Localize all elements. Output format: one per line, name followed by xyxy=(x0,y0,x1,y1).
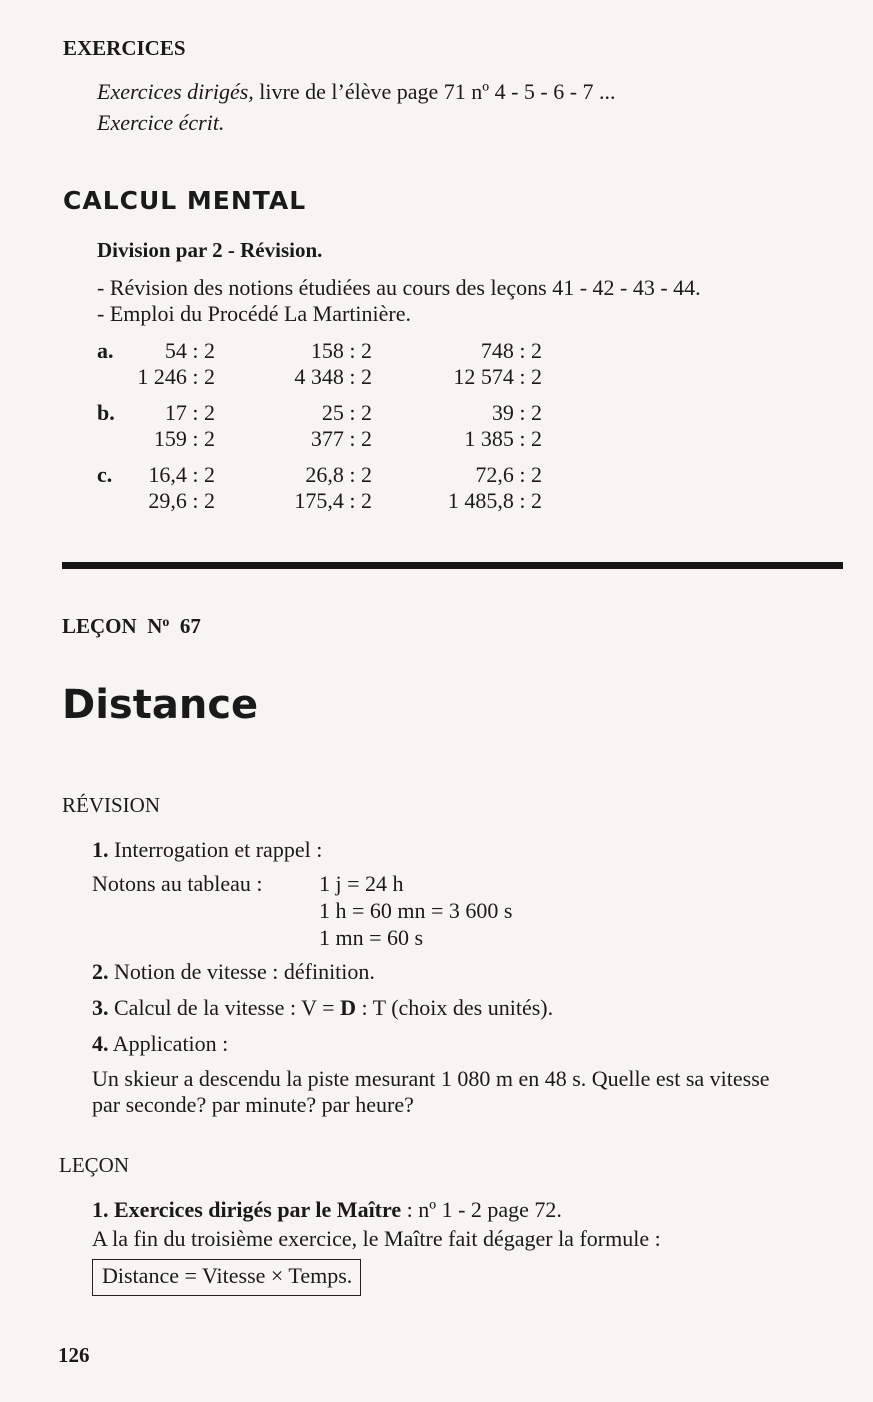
group-label: b. xyxy=(97,400,115,425)
item-number: 1. xyxy=(92,837,109,862)
division-item: 175,4 : 2 xyxy=(294,488,372,513)
lesson-number-sup: o xyxy=(162,615,170,630)
lecon-heading: LEÇON xyxy=(59,1153,129,1177)
lesson-number xyxy=(62,614,201,639)
item-number: 3. xyxy=(92,995,109,1020)
application-text: Un skieur a descendu la piste mesurant 1 080 m en 48 s. Quelle est sa vitesse xyxy=(92,1066,770,1091)
item-text: Application : xyxy=(112,1031,229,1056)
item-number: 1. xyxy=(92,1197,109,1222)
division-item: 72,6 : 2 xyxy=(475,462,542,487)
tableau-line: 1 j = 24 h xyxy=(319,871,404,896)
exercices-line xyxy=(97,79,616,105)
section-divider xyxy=(62,562,843,569)
tableau-line: 1 mn = 60 s xyxy=(319,925,424,950)
application-text: par seconde? par minute? par heure? xyxy=(92,1092,414,1117)
group-label: a. xyxy=(97,338,114,363)
division-item: 1 246 : 2 xyxy=(137,364,215,389)
lesson-number-value: 67 xyxy=(179,614,201,638)
group-label: c. xyxy=(97,462,113,487)
calcul-note: - Emploi du Procédé La Martinière. xyxy=(97,301,412,326)
lesson-title: Distance xyxy=(62,682,259,728)
item-text: : T (choix des unités). xyxy=(355,995,554,1020)
lesson-number-prefix: N xyxy=(147,614,163,638)
lesson-number-label: LEÇON xyxy=(62,614,137,638)
lecon-text: A la fin du troisième exercice, le Maître fait dégager la formule : xyxy=(92,1226,661,1251)
tableau-line: 1 h = 60 mn = 3 600 s xyxy=(319,898,513,923)
division-item: 16,4 : 2 xyxy=(148,462,215,487)
page-number: 126 xyxy=(58,1343,90,1367)
item-number: 4. xyxy=(92,1031,109,1056)
revision-item xyxy=(92,1031,228,1057)
division-item: 377 : 2 xyxy=(310,426,372,451)
exercices-heading: EXERCICES xyxy=(63,36,186,60)
item-text: Calcul de la vitesse : V = xyxy=(114,995,341,1020)
division-item: 29,6 : 2 xyxy=(148,488,215,513)
division-item: 25 : 2 xyxy=(321,400,372,425)
division-item: 748 : 2 xyxy=(480,338,542,363)
item-number: 2. xyxy=(92,959,109,984)
exercices-reference: livre de l’élève page 71 nº 4 - 5 - 6 - 7 ... xyxy=(253,79,616,104)
division-item: 159 : 2 xyxy=(153,426,215,451)
revision-item xyxy=(92,837,322,863)
item-text: : nº 1 - 2 page 72. xyxy=(401,1197,562,1222)
revision-heading: RÉVISION xyxy=(62,793,160,817)
division-item: 4 348 : 2 xyxy=(294,364,372,389)
calcul-note: - Révision des notions étudiées au cours des leçons 41 - 42 - 43 - 44. xyxy=(97,275,701,300)
division-item: 39 : 2 xyxy=(491,400,542,425)
division-item: 54 : 2 xyxy=(164,338,215,363)
item-text-symbol: D xyxy=(340,995,356,1020)
division-item: 1 385 : 2 xyxy=(464,426,542,451)
division-item: 12 574 : 2 xyxy=(453,364,542,389)
tableau-label: Notons au tableau : xyxy=(92,871,263,896)
item-text: Interrogation et rappel : xyxy=(114,837,323,862)
division-item: 26,8 : 2 xyxy=(305,462,372,487)
lecon-item xyxy=(92,1197,562,1223)
exercices-dirigés-label: Exercices dirigés, xyxy=(97,79,254,104)
item-bold-text: Exercices dirigés par le Maître xyxy=(114,1197,402,1222)
division-item: 17 : 2 xyxy=(164,400,215,425)
division-title: Division par 2 - Révision. xyxy=(97,238,323,262)
division-item: 1 485,8 : 2 xyxy=(447,488,542,513)
division-item: 158 : 2 xyxy=(310,338,372,363)
formula-box: Distance = Vitesse × Temps. xyxy=(92,1259,361,1296)
exercice-ecrit: Exercice écrit. xyxy=(97,110,225,135)
revision-item xyxy=(92,995,553,1021)
calcul-mental-heading: CALCUL MENTAL xyxy=(63,186,307,215)
item-text: Notion de vitesse : définition. xyxy=(114,959,375,984)
revision-item xyxy=(92,959,375,985)
